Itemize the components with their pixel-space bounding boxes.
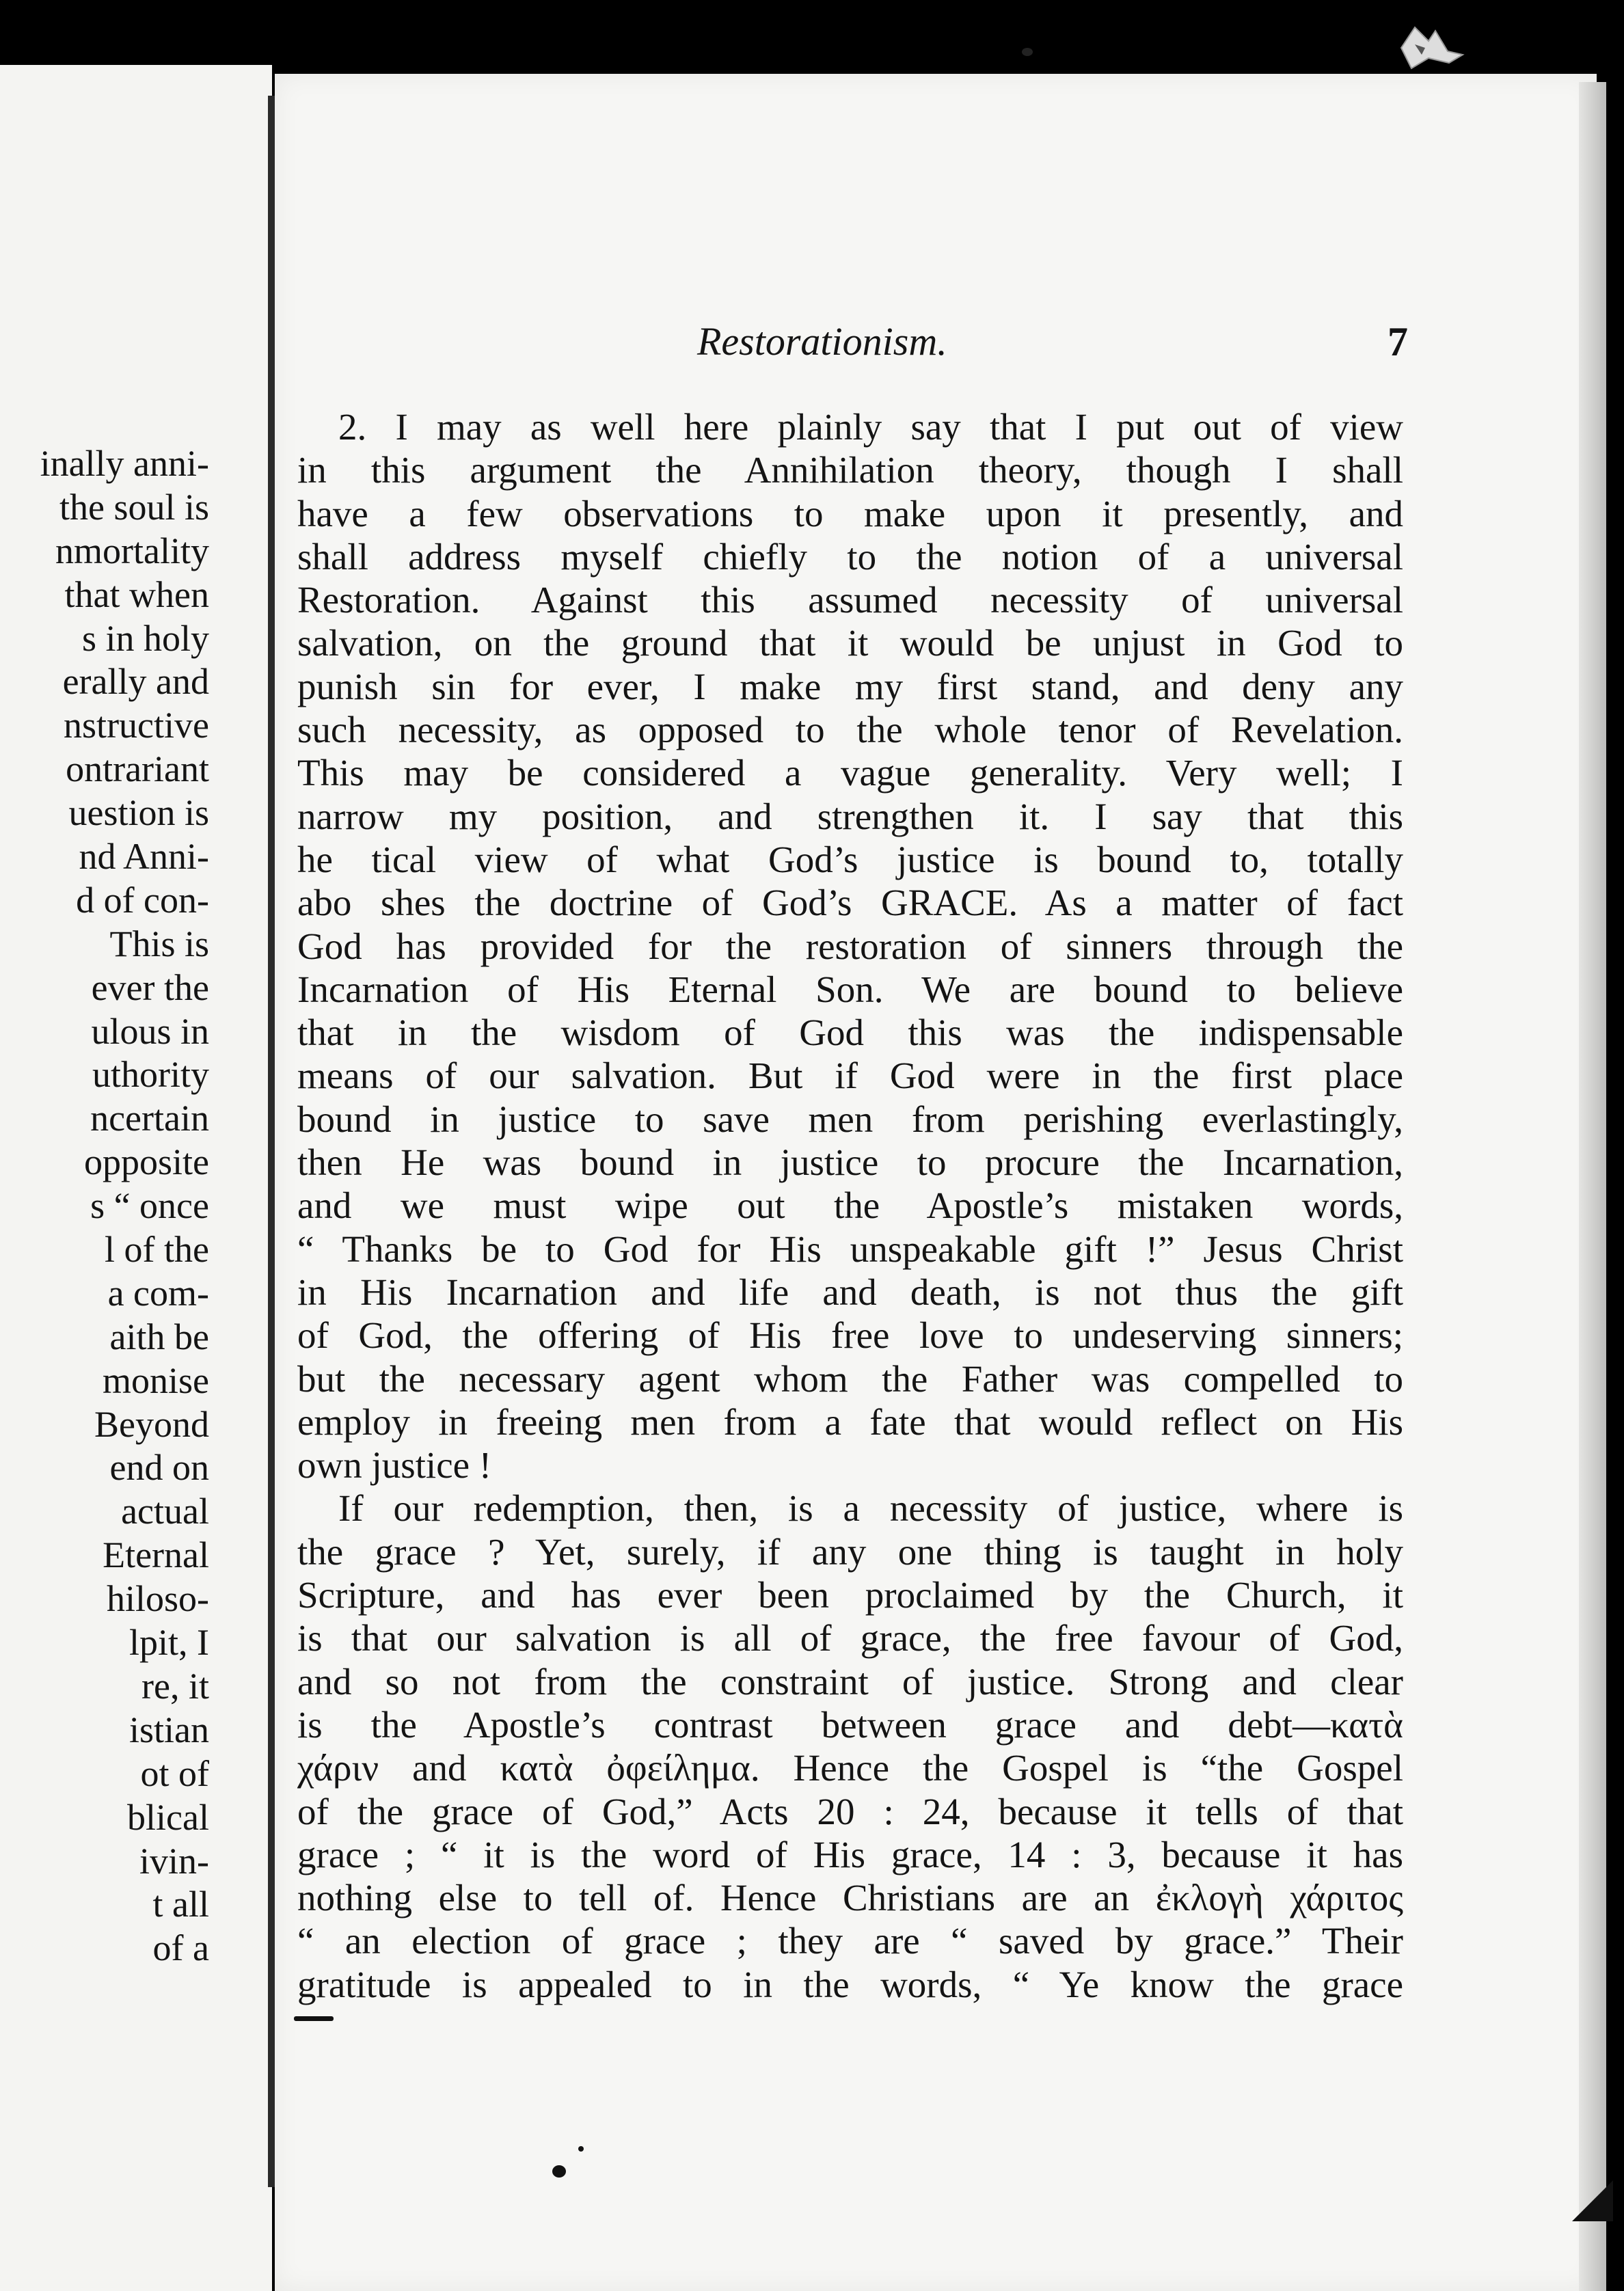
text-line: shall address myself chiefly to the notion of a universal xyxy=(297,535,1403,578)
text-line: abo shes the doctrine of God’s GRACE. As a matter of fact xyxy=(297,882,1403,924)
left-page-line: opposite xyxy=(84,1141,209,1183)
text-line: narrow my position, and strengthen it. I say that this xyxy=(297,795,1403,837)
text-line: of the grace of God,” Acts 20 : 24, because it tells of that xyxy=(297,1790,1403,1832)
text-line: in His Incarnation and life and death, is not thus the gift xyxy=(297,1271,1403,1313)
torn-corner-icon xyxy=(1394,21,1476,75)
text-line: then He was bound in justice to procure the Incarnation, xyxy=(297,1141,1403,1184)
left-page-line: actual xyxy=(121,1491,209,1532)
left-page-line: ot of xyxy=(140,1752,209,1794)
left-page-line: nmortality xyxy=(55,530,209,571)
text-line: Incarnation of His Eternal Son. We are bound to believe xyxy=(297,968,1403,1010)
text-line: but the necessary agent whom the Father was compelled to xyxy=(297,1357,1403,1400)
text-line: punish sin for ever, I make my first stand, and deny any xyxy=(297,665,1403,707)
page-edge-shadow xyxy=(1579,82,1606,2291)
text-line: and we must wipe out the Apostle’s mistaken words, xyxy=(297,1184,1403,1227)
left-page-line: uestion is xyxy=(68,792,209,834)
left-page-line: inally anni- xyxy=(40,443,209,484)
text-line: grace ; “ it is the word of His grace, 14 : 3, because it has xyxy=(297,1833,1403,1875)
text-line: the grace ? Yet, surely, if any one thing is taught in holy xyxy=(297,1530,1403,1573)
left-page-line: of a xyxy=(152,1927,209,1969)
running-head xyxy=(697,314,1408,369)
left-page-line: end on xyxy=(109,1447,209,1489)
text-line: “ Thanks be to God for His unspeakable gift !” Jesus Christ xyxy=(297,1228,1403,1270)
left-page-line: d of con- xyxy=(76,879,209,921)
left-page-line: that when xyxy=(64,573,209,615)
text-line: is that our salvation is all of grace, the free favour of God, xyxy=(297,1617,1403,1659)
left-page-text-fragments xyxy=(0,442,272,1970)
left-page-line: s in holy xyxy=(81,617,209,659)
left-page-line: t all xyxy=(152,1884,209,1925)
left-page-line: nstructive xyxy=(64,705,209,746)
text-line: he tical view of what God’s justice is bound to, totally xyxy=(297,838,1403,880)
text-line: and so not from the constraint of justice. Strong and clear xyxy=(297,1660,1403,1703)
left-page-line: istian xyxy=(129,1709,209,1750)
left-page-line: nd Anni- xyxy=(79,836,209,878)
left-page-line: hiloso- xyxy=(106,1578,209,1620)
ink-speck xyxy=(578,2146,584,2152)
left-page-line: a com- xyxy=(107,1272,209,1314)
text-line: gratitude is appealed to in the words, “ Ye know the grace xyxy=(297,1963,1403,2005)
text-line: in this argument the Annihilation theory, though I shall xyxy=(297,449,1403,491)
text-line: Restoration. Against this assumed necessity of universal xyxy=(297,579,1403,621)
text-line: employ in freeing men from a fate that would reflect on His xyxy=(297,1400,1403,1443)
running-title: Restorationism. xyxy=(697,319,947,364)
ink-speck xyxy=(552,2165,566,2178)
text-line: that in the wisdom of God this was the indispensable xyxy=(297,1012,1403,1054)
text-line: nothing else to tell of. Hence Christians are an ἐκλογὴ χάριτος xyxy=(297,1877,1403,1919)
left-page-line: Eternal xyxy=(103,1534,209,1576)
left-page-line: l of the xyxy=(105,1229,209,1271)
body-text xyxy=(297,405,1403,2006)
left-page-line: ontrariant xyxy=(66,748,209,790)
text-line: have a few observations to make upon it presently, and xyxy=(297,492,1403,534)
text-line: bound in justice to save men from perishing everlastingly, xyxy=(297,1098,1403,1140)
text-line: “ an election of grace ; they are “ saved by grace.” Their xyxy=(297,1920,1403,1962)
text-line: This may be considered a vague generality. Very well; I xyxy=(297,752,1403,794)
ink-speck xyxy=(1022,48,1033,56)
text-line: own justice ! xyxy=(297,1444,492,1487)
page-corner-icon xyxy=(1572,2180,1613,2221)
left-page-line: the soul is xyxy=(59,486,209,528)
text-line: salvation, on the ground that it would be unjust in God to xyxy=(297,622,1403,664)
left-page xyxy=(0,65,272,2291)
left-page-line: blical xyxy=(127,1796,209,1838)
left-page-line: re, it xyxy=(141,1665,209,1707)
left-page-line: ncertain xyxy=(90,1098,209,1139)
left-page-line: aith be xyxy=(109,1316,209,1357)
left-page-line: ever the xyxy=(91,966,209,1008)
text-line: God has provided for the restoration of sinners through the xyxy=(297,925,1403,967)
left-page-line: ivin- xyxy=(139,1840,209,1882)
left-page-line: Beyond xyxy=(94,1403,209,1445)
left-page-line: s “ once xyxy=(90,1185,209,1227)
left-page-line: This is xyxy=(109,923,209,964)
text-line: χάριν and κατὰ ὀφείλημα. Hence the Gospel is “the Gospel xyxy=(297,1747,1403,1789)
text-line: means of our salvation. But if God were in the first place xyxy=(297,1055,1403,1097)
text-line: 2. I may as well here plainly say that I put out of view xyxy=(338,406,1403,448)
text-line: Scripture, and has ever been proclaimed by the Church, it xyxy=(297,1574,1403,1616)
left-page-line: ulous in xyxy=(91,1010,209,1052)
text-line: is the Apostle’s contrast between grace and debt—κατὰ xyxy=(297,1703,1403,1746)
left-page-line: erally and xyxy=(62,661,209,703)
text-line: of God, the offering of His free love to undeserving sinners; xyxy=(297,1314,1403,1357)
ink-mark xyxy=(294,2016,334,2021)
text-line: If our redemption, then, is a necessity of justice, where is xyxy=(338,1487,1403,1530)
left-page-line: monise xyxy=(103,1359,209,1401)
left-page-line: lpit, I xyxy=(129,1622,209,1664)
page-number: 7 xyxy=(1388,319,1408,364)
text-line: such necessity, as opposed to the whole tenor of Revelation. xyxy=(297,709,1403,751)
left-page-line: uthority xyxy=(92,1054,209,1096)
